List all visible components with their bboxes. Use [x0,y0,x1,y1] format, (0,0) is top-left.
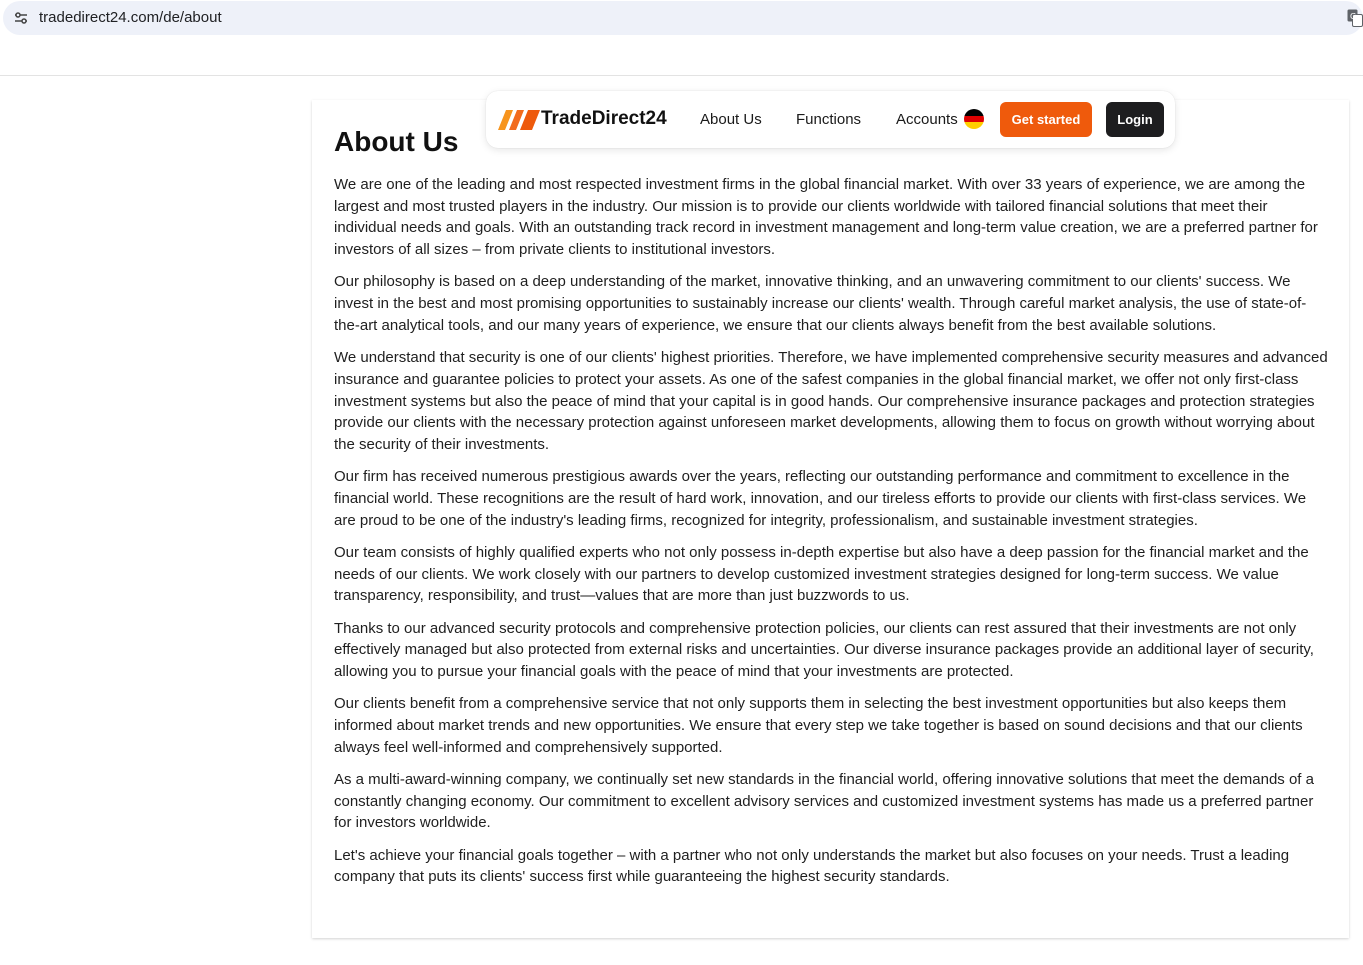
about-page-card [312,100,1349,938]
translate-icon[interactable] [1347,9,1363,27]
main-navbar [486,91,1175,148]
paragraph: As a multi-award-winning company, we continually set new standards in the financial world, offering innovative solutions that meet the demands of a constantly changing economy. Our commitment to excellent advisory services and customized investment systems has made us a preferred partner for investors worldwide. [334,771,1314,832]
logo-icon[interactable] [498,110,540,130]
address-bar[interactable] [3,1,1363,35]
paragraph: Our firm has received numerous prestigious awards over the years, reflecting our outstanding performance and commitment to excellence in the financial world. These recognitions are the result of hard work, innovation, and our tireless efforts to provide our clients with first-class services. We are proud to be one of the industry's leading firms, recognized for integrity, professionalism, and sustainable investment strategies. [334,468,1307,529]
nav-link-functions[interactable]: Functions [796,111,862,128]
url-text[interactable]: tradedirect24.com/de/about [39,9,222,26]
paragraph: Let's achieve your financial goals together – with a partner who not only understands the market but also focuses on your needs. Trust a leading company that puts its clients' success first while guaranteeing the highest security standards. [334,846,1290,886]
site-settings-icon[interactable] [13,10,29,26]
paragraph: We are one of the leading and most respected investment firms in the global financial market. With over 33 years of experience, we are among the largest and most trusted players in the industry. Our mission is to provide our clients worldwide with tailored financial solutions that meet their individual needs and goals. With an outstanding track record in investment management and long-term value creation, we are a preferred partner for investors of all sizes – from private clients to institutional investors. [334,176,1318,259]
page-title: About Us [334,126,459,157]
german-flag-icon[interactable] [964,109,984,129]
paragraph: Thanks to our advanced security protocols and comprehensive protection policies, our clients can rest assured that their investments are not only effectively managed but also protected from external risks and uncertainties. Our diverse insurance packages provide an additional layer of security, allowing you to pursue your financial goals with the peace of mind that your investments are protected. [334,619,1314,681]
paragraph: Our philosophy is based on a deep understanding of the market, innovative thinking, and an unwavering commitment to our clients' success. We invest in the best and most promising opportunities to sustainably increase our clients' wealth. Through careful market analysis, the use of state-of-the-art analytical tools, and our many years of experience, we ensure that our clients always benefit from the best available solutions. [334,273,1307,334]
about-content [334,174,1329,899]
paragraph: Our team consists of highly qualified experts who not only possess in-depth expertise but also have a deep passion for the financial market and the needs of our clients. We work closely with our partners to develop customized investment strategies designed for long-term success. We value transparency, responsibility, and trust—values that are more than just buzzwords to us. [334,543,1309,605]
svg-text:G: G [1350,12,1357,21]
get-started-button[interactable]: Get started [1000,102,1092,137]
brand-name[interactable]: TradeDirect24 [541,108,667,129]
login-button[interactable]: Login [1106,102,1164,137]
nav-link-about-us[interactable]: About Us [700,111,762,128]
paragraph: Our clients benefit from a comprehensive service that not only supports them in selecting the best investment opportunities but also keeps them informed about market trends and new opportunities. We ensure that every step we take together is based on sound decisions and that our clients always feel well-informed and comprehensively supported. [334,695,1303,756]
nav-link-accounts[interactable]: Accounts [896,111,958,128]
paragraph: We understand that security is one of our clients' highest priorities. Therefore, we have implemented comprehensive security measures and advanced insurance and guarantee policies to protect your assets. As one of the safest companies in the global financial market, we offer not only first-class investment systems but also the peace of mind that your capital is in good hands. Our comprehensive insurance packages and protection strategies provide our clients with the necessary protection against unforeseen market developments, allowing them to focus on growth without worrying about the security of their investments. [334,349,1328,453]
browser-toolbar [0,0,1363,76]
